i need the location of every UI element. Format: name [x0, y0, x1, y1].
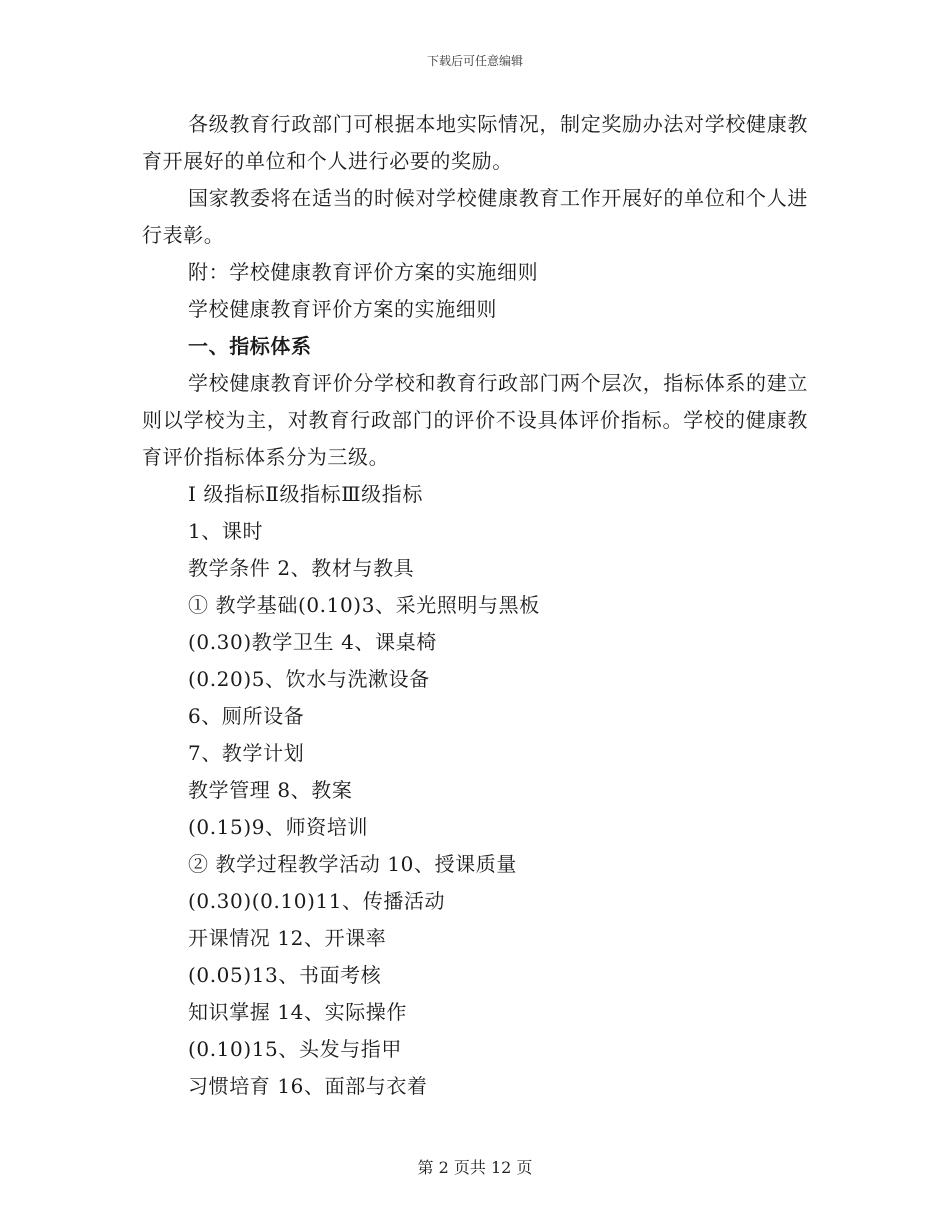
paragraph: 国家教委将在适当的时候对学校健康教育工作开展好的单位和个人进行表彰。: [142, 186, 808, 247]
paragraph: 学校健康教育评价方案的实施细则: [188, 297, 497, 321]
page-footer: 第 2 页共 12 页: [417, 1158, 533, 1177]
indicator-line: 7、教学计划: [188, 741, 305, 765]
indicator-line: (0.10)15、头发与指甲: [188, 1037, 402, 1061]
document-body: [142, 106, 808, 1105]
indicator-line: 习惯培育 16、面部与衣着: [188, 1074, 428, 1098]
indicator-line: 1、课时: [188, 519, 264, 543]
indicator-line: 6、厕所设备: [188, 704, 305, 728]
paragraph: 各级教育行政部门可根据本地实际情况，制定奖励办法对学校健康教育开展好的单位和个人进行必要的奖励。: [142, 112, 808, 173]
indicator-line: Ⅰ 级指标Ⅱ级指标Ⅲ级指标: [188, 482, 423, 506]
indicator-line: ① 教学基础(0.10)3、采光照明与黑板: [188, 593, 540, 617]
indicator-line: (0.30)(0.10)11、传播活动: [188, 889, 446, 913]
indicator-line: (0.15)9、师资培训: [188, 815, 369, 839]
paragraph: 学校健康教育评价分学校和教育行政部门两个层次，指标体系的建立则以学校为主，对教育行政部门的评价不设具体评价指标。学校的健康教育评价指标体系分为三级。: [142, 371, 808, 469]
indicator-line: 知识掌握 14、实际操作: [188, 1000, 408, 1024]
indicator-line: (0.05)13、书面考核: [188, 963, 382, 987]
indicator-line: 开课情况 12、开课率: [188, 926, 387, 950]
indicator-line: (0.20)5、饮水与洗漱设备: [188, 667, 430, 691]
indicator-line: (0.30)教学卫生 4、课桌椅: [188, 630, 437, 654]
indicator-line: 教学条件 2、教材与教具: [188, 556, 415, 580]
page-header: 下载后可任意编辑: [426, 54, 523, 68]
paragraph: 附：学校健康教育评价方案的实施细则: [188, 260, 539, 284]
indicator-line: 教学管理 8、教案: [188, 778, 353, 802]
section-heading: 一、指标体系: [188, 334, 312, 358]
indicator-line: ② 教学过程教学活动 10、授课质量: [188, 852, 517, 876]
